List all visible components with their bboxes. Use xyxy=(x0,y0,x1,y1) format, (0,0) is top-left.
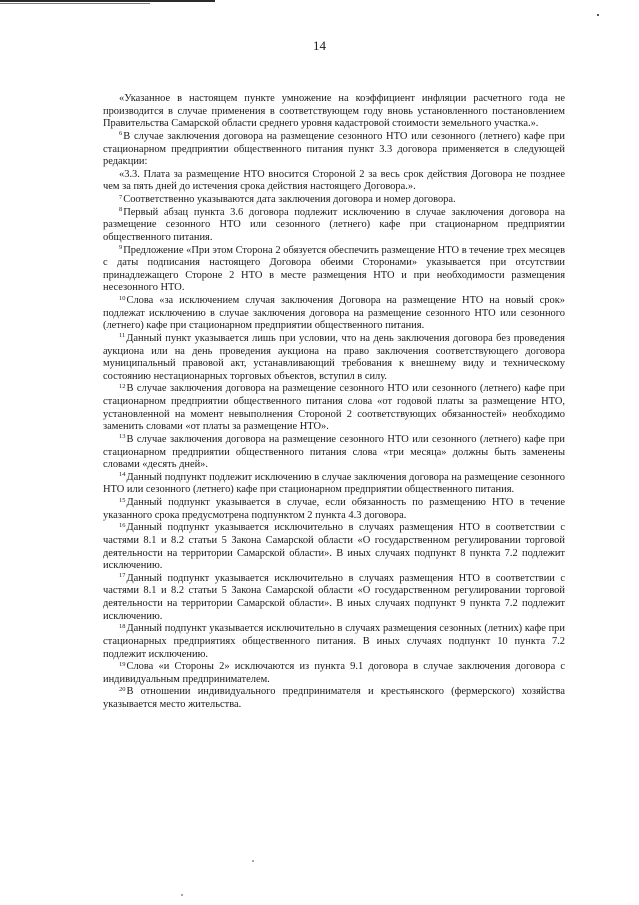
text-line: заменены словами «десять дней». xyxy=(103,446,565,471)
text-line: Данный подпункт указывается исключительно в случаях размещения сезонных xyxy=(126,623,482,635)
text-line: В случае заключения договора на размещение сезонного НТО или сезонного (летнего) xyxy=(126,433,521,445)
footnote-marker: 15 xyxy=(119,496,126,504)
text-line: хозяйства указывается место жительства. xyxy=(103,686,565,710)
footnote-paragraph xyxy=(103,472,565,497)
text-line: соответствии с частями 8.1 и 8.2 статьи 5 Закона Самарской области «О государственном xyxy=(103,522,566,546)
text-line: течение указанного срока предусмотрена подпунктом 2 пункта 4.3 договора. xyxy=(103,497,565,521)
text-line: договора на размещение сезонного НТО или сезонного (летнего) кафе при стационарном xyxy=(103,206,565,231)
text-line: Первый абзац пункта 3.6 договора подлежит исключению в случае заключения xyxy=(123,206,504,218)
footnote-marker: 6 xyxy=(119,130,123,138)
text-line: В случае заключения договора на размещение сезонного НТО или сезонного (летнего) xyxy=(126,383,521,395)
footnote-paragraph xyxy=(103,434,565,472)
footnote-paragraph xyxy=(103,131,565,169)
footnote-marker: 17 xyxy=(119,572,126,580)
footnote-paragraph xyxy=(103,194,565,207)
footnote-paragraph xyxy=(103,245,565,296)
quoted-paragraph xyxy=(103,93,565,131)
text-line: кафе при стационарном предприятии общественного питания пункт 3.3 договора применяется в xyxy=(103,130,565,155)
text-line: предприятии общественного питания. xyxy=(103,219,565,243)
scan-speck xyxy=(181,894,183,896)
footnote-paragraph xyxy=(103,522,565,573)
footnote-marker: 10 xyxy=(119,294,126,302)
scan-speck xyxy=(597,14,599,16)
scan-edge-line xyxy=(0,3,150,4)
footnote-marker: 16 xyxy=(119,521,126,529)
text-line: не производится в случае применения в соответствующем году вновь установленного xyxy=(103,93,566,117)
text-line: «Указанное в настоящем пункте умножение на коэффициент инфляции расчетного года xyxy=(119,93,548,104)
footnote-paragraph xyxy=(103,573,565,624)
footnote-paragraph xyxy=(103,623,565,661)
footnote-marker: 7 xyxy=(119,193,123,201)
footnote-paragraph xyxy=(103,295,565,333)
text-line: соответствии с частями 8.1 и 8.2 статьи 5 Закона Самарской области «О государственном xyxy=(103,572,566,597)
footnote-marker: 8 xyxy=(119,206,123,214)
text-line: Данный пункт указывается лишь при условии, что на день заключения договора без xyxy=(126,332,511,344)
text-line: отсутствии принадлежащего Стороне 2 НТО в месте размещения НТО и при необходимости xyxy=(103,257,566,281)
page-number: 14 xyxy=(313,38,326,53)
footnote-paragraph xyxy=(103,686,565,711)
text-line: подпункт 9 пункта 7.2 подлежит исключению. xyxy=(103,598,565,622)
footnote-paragraph xyxy=(103,207,565,245)
text-line: постановлением Правительства Самарской области среднего уровня кадастровой стоимости xyxy=(103,105,566,130)
scan-speck xyxy=(252,860,254,862)
footnote-marker: 18 xyxy=(119,622,126,630)
text-line: кафе при стационарном предприятии общественного питания слова «от годовой платы за xyxy=(103,383,565,407)
text-line: (летних) кафе при стационарных предприятиях общественного питания. В иных случаях xyxy=(103,623,565,647)
text-line: «3.3. Плата за размещение НТО вносится Стороной 2 за весь срок действия Договора не xyxy=(119,168,527,180)
text-line: размещение сезонного НТО или сезонного (летнего) кафе при стационарном предприятии xyxy=(103,471,565,496)
text-line: срок» подлежат исключению в случае заключения договора на размещение сезонного НТО или xyxy=(103,295,566,319)
text-line: общественного питания. xyxy=(404,484,515,496)
text-line: земельного участка.». xyxy=(441,118,539,130)
text-line: договора с индивидуальным предпринимателем. xyxy=(103,661,565,685)
footnote-paragraph xyxy=(103,383,565,434)
text-line: внешнему виду и техническому состоянию нестационарных торговых объектов, вступил в xyxy=(103,358,565,382)
text-line: Данный подпункт указывается исключительно в случаях размещения НТО в xyxy=(126,572,491,584)
text-line: Соответственно указываются дата заключения договора и номер договора. xyxy=(123,194,456,205)
text-line: В случае заключения договора на размещение сезонного НТО или сезонного (летнего) xyxy=(123,130,521,142)
text-line: подпункт 8 пункта 7.2 подлежит исключению. xyxy=(103,547,565,572)
footnote-marker: 20 xyxy=(119,685,126,693)
text-line: регулировании торговой деятельности на территории Самарской области». В иных случаях xyxy=(103,534,565,559)
text-line: сезонного (летнего) кафе при стационарном предприятии общественного питания. xyxy=(103,307,566,332)
text-line: позднее чем за пять дней до истечения срока действия настоящего Договора.». xyxy=(103,168,565,193)
footnote-paragraph xyxy=(103,661,565,686)
text-line: трех месяцев с даты подписания настоящего Договора обеими Сторонами» указывается при xyxy=(103,244,566,269)
text-line: соответствующего договора муниципальный правовой акт, устанавливающий требования к xyxy=(103,345,565,370)
text-line: размещения несезонного НТО. xyxy=(103,269,566,294)
text-line: подпункт 10 пункта 7.2 подлежит исключению. xyxy=(103,635,566,660)
footnote-marker: 14 xyxy=(119,471,126,479)
text-line: кафе при стационарном предприятии общественного питания слова «три месяца» должны быть xyxy=(103,433,565,458)
text-line: В отношении индивидуального предпринимателя и крестьянского (фермерского) xyxy=(126,686,515,698)
scan-edge-line xyxy=(0,0,215,2)
text-line: Слова «и Стороны 2» исключаются из пункта 9.1 договора в случае заключения xyxy=(126,661,511,673)
footnote-marker: 19 xyxy=(119,660,126,668)
text-line: Данный подпункт указывается исключительно в случаях размещения НТО в xyxy=(126,522,491,534)
footnote-marker: 13 xyxy=(119,433,126,441)
footnote-paragraph xyxy=(103,497,565,522)
footnote-marker: 11 xyxy=(119,332,126,340)
footnote-marker: 12 xyxy=(119,382,126,390)
text-line: размещение НТО, установленной на момент невыполнения Стороной 2 соответствующих xyxy=(103,396,566,420)
text-line: следующей редакции: xyxy=(103,143,565,168)
footnote-paragraph xyxy=(103,333,565,384)
text-line: обязанностей» необходимо заменить словами «от платы за размещение НТО». xyxy=(103,408,566,433)
text-line: регулировании торговой деятельности на территории Самарской области». В иных случаях xyxy=(103,585,565,609)
text-line: Слова «за исключением случая заключения Договора на размещение НТО на новый xyxy=(126,295,534,306)
quoted-paragraph xyxy=(103,169,565,194)
text-line: силу. xyxy=(364,370,388,382)
text-line: Данный подпункт подлежит исключению в случае заключения договора на xyxy=(126,471,462,483)
text-line: Данный подпункт указывается в случае, если обязанность по размещению НТО в xyxy=(126,497,525,508)
document-body xyxy=(103,93,565,712)
footnote-marker: 9 xyxy=(119,244,123,251)
text-line: Предложение «При этом Сторона 2 обязуется обеспечить размещение НТО в течение xyxy=(123,244,504,256)
text-line: проведения аукциона или на день проведения аукциона на право заключения xyxy=(103,332,565,357)
